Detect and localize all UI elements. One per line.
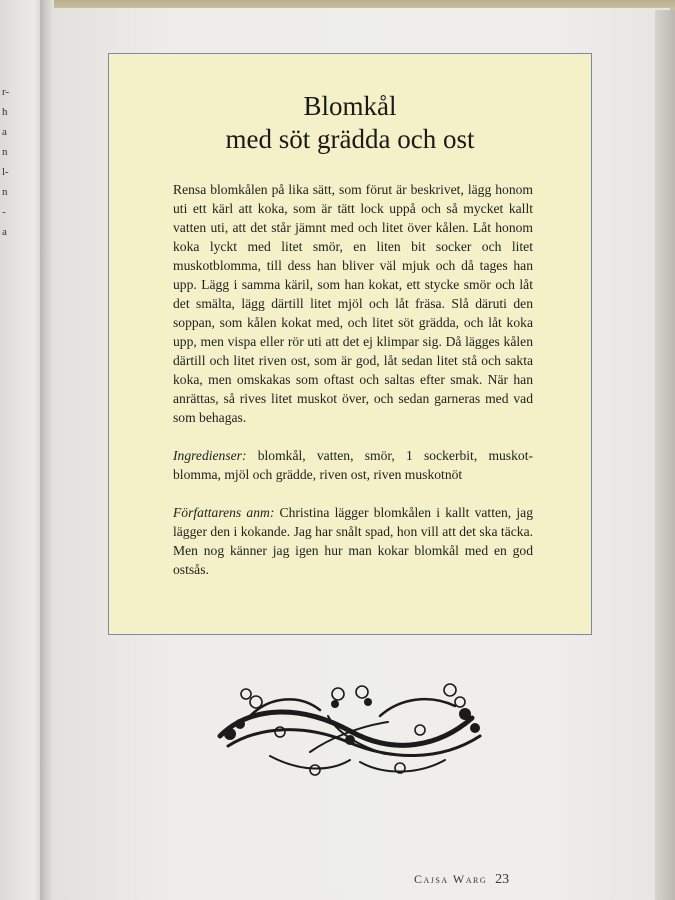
margin-fragment: l-: [2, 166, 9, 178]
recipe-box: [108, 53, 592, 635]
floral-ornament-icon: [210, 676, 492, 784]
margin-fragment: h: [2, 106, 8, 118]
margin-fragment: a: [2, 126, 7, 138]
page-footer: [414, 872, 509, 892]
recipe-title-line-2: med söt grädda och ost: [225, 124, 475, 154]
author-note-paragraph: [173, 503, 533, 579]
margin-fragment: n: [2, 146, 8, 158]
page-number: 23: [495, 872, 510, 887]
footer-author: Cajsa Warg: [414, 872, 488, 886]
recipe-body: [173, 180, 533, 598]
author-note-label: Författarens anm:: [173, 505, 275, 520]
margin-fragment: a: [2, 226, 7, 238]
author-note-text: Christina lägger blomkålen i kallt vatten, jag lägger den i kokande. Jag har snålt spad, hon vill att det ska täcka. Men nog känner jag igen hur man kokar blomkål med en god ostsås.: [173, 505, 534, 577]
ingredients-label: Ingredienser:: [173, 448, 247, 463]
margin-fragment: n: [2, 186, 8, 198]
left-page-margin-text: [2, 82, 22, 242]
page-edge: [655, 10, 675, 900]
ingredients-paragraph: [173, 446, 533, 484]
recipe-title-line-1: Blomkål: [303, 91, 397, 121]
ingredients-text: blomkål, vatten, smör, 1 sockerbit, muskot-blomma, mjöl och grädde, riven ost, riven muskotnöt: [173, 448, 533, 482]
margin-fragment: r-: [2, 86, 10, 98]
margin-fragment: -: [2, 206, 6, 218]
recipe-instructions: Rensa blomkålen på lika sätt, som förut är beskrivet, lägg honom uti ett kärl att koka, som är tätt lock uppå och så mycket kallt vatten uti, att det står jämnt med och litet över kålen. Låt honom koka lyckt med litet smör, en liten bit socker och litet muskotblomma, till dess han bliver väl mjuk och då tages han upp. Lägg i samma käril, som han kokat, ett stycke smör och låt det smälta, lägg därtill litet mjöl och låt fräsa. Slå däruti den soppan, som kålen kokat med, och litet söt grädda, och låt koka upp, men vispa eller rör uti att det ej klimpar sig. Då lägges kålen därtill och litet riven ost, som är god, låt sedan litet stå och sakta koka, men omskakas som oftast och saltas efter smak. När han anrättas, så rives litet muskot över, och sedan garneras med vad som behagas.: [173, 182, 533, 425]
recipe-title: [109, 90, 591, 156]
